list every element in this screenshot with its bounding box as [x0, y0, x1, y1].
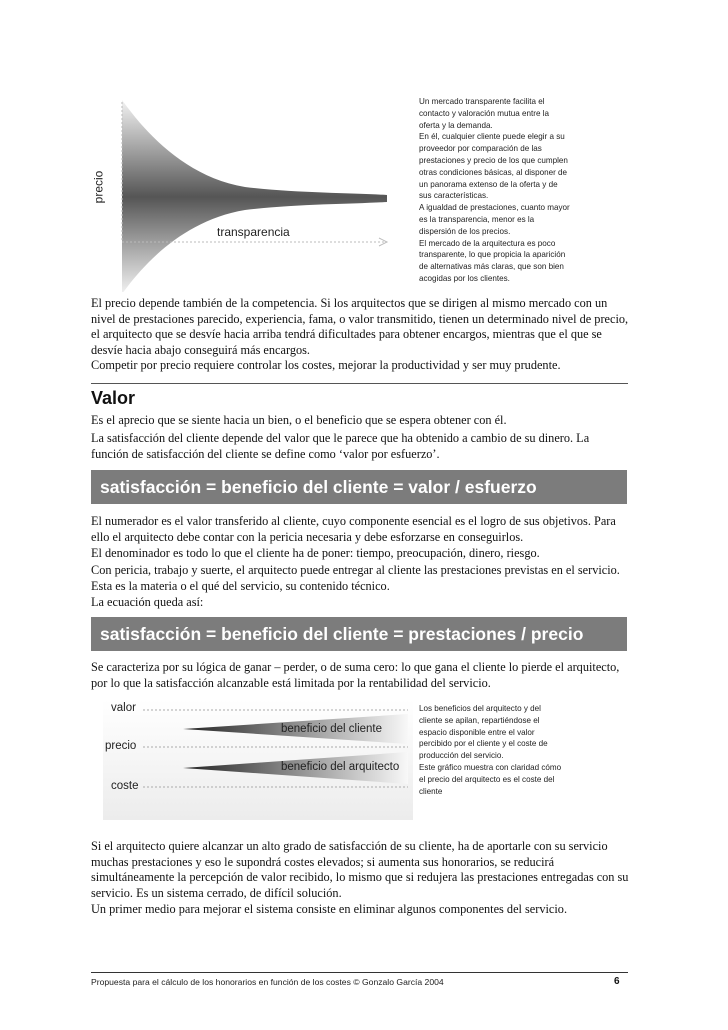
body-paragraph: La ecuación queda así: — [91, 595, 204, 609]
architect-benefit-label: beneficio del arquitecto — [281, 761, 400, 773]
equation-banner: satisfacción = beneficio del cliente = prestaciones / precio — [91, 617, 627, 651]
coste-label: coste — [111, 780, 139, 792]
body-paragraph: Es el aprecio que se siente hacia un bien, o el beneficio que se espera obtener con él. — [91, 413, 507, 427]
body-paragraph: El precio depende también de la competencia. Si los arquitectos que se dirigen al mismo mercado con un nivel de prestaciones parecido, experiencia, fama, o valor transmitido, tienen un determinado nivel de precio, el arquitecto que se desvíe hacia arriba tendrá dificultades para obtener encargos, mientras que el que se desvíe hacia abajo conseguirá más encargos. — [91, 296, 629, 357]
sidebar-paragraph: A igualdad de prestaciones, cuanto mayor es la transparencia, menor es la dispersión de los precios. — [419, 203, 570, 236]
funnel-chart — [95, 92, 410, 292]
sidebar-paragraph: Un mercado transparente facilita el contacto y valoración mutua entre la oferta y la demanda. — [419, 97, 550, 130]
client-benefit-label: beneficio del cliente — [281, 723, 383, 735]
benefit-chart — [103, 700, 413, 820]
footer-text: Propuesta para el cálculo de los honorarios en función de los costes © Gonzalo García 2004 — [91, 977, 444, 987]
body-paragraph: Competir por precio requiere controlar los costes, mejorar la productividad y ser muy prudente. — [91, 358, 561, 372]
body-paragraph: El denominador es todo lo que el cliente ha de poner: tiempo, preocupación, dinero, riesgo. — [91, 546, 540, 560]
transparency-figure — [91, 92, 410, 292]
section-rule — [91, 383, 628, 384]
sidebar-paragraph: Este gráfico muestra con claridad cómo el precio del arquitecto es el coste del cliente — [419, 762, 562, 796]
y-axis-label: precio — [91, 170, 106, 204]
body-paragraph: Se caracteriza por su lógica de ganar – perder, o de suma cero: lo que gana el cliente lo pierde el arquitecto, por lo que la satisfacción alcanzable está limitada por la rentabilidad del servicio. — [91, 660, 620, 690]
footer-rule — [91, 972, 628, 973]
sidebar-paragraph: En él, cualquier cliente puede elegir a su proveedor por comparación de las prestaciones y precio de los que cumplen otras condiciones básicas, al disponer de un panorama extenso de la oferta y de sus características. — [419, 132, 568, 201]
sidebar-paragraph: Los beneficios del arquitecto y del cliente se apilan, repartiéndose el espacio disponible entre el valor percibido por el cliente y el coste de producción del servicio. — [419, 704, 548, 761]
figure2-sidebar — [419, 703, 565, 797]
valor-label: valor — [111, 702, 136, 714]
body-paragraph: Si el arquitecto quiere alcanzar un alto grado de satisfacción de su cliente, ha de aportarle con su servicio muchas prestaciones y eso le supondrá costes elevados; si aumenta sus honorarios, se reducirá simultáneamente la percepción de valor recibido, lo mismo que si redujera las prestaciones entregadas con su servicio. Es un sistema cerrado, de difícil solución. — [91, 839, 629, 900]
body-paragraph: Con pericia, trabajo y suerte, el arquitecto puede entregar al cliente las prestaciones previstas en el servicio. Esta es la materia o el qué del servicio, su contenido técnico. — [91, 563, 620, 593]
x-axis-label: transparencia — [217, 225, 290, 239]
equation-banner: satisfacción = beneficio del cliente = valor / esfuerzo — [91, 470, 627, 504]
precio-label: precio — [105, 740, 137, 752]
body-paragraph: Un primer medio para mejorar el sistema consiste en eliminar algunos componentes del servicio. — [91, 902, 568, 916]
figure1-sidebar — [419, 96, 571, 285]
page-number: 6 — [614, 976, 620, 987]
body-paragraph: La satisfacción del cliente depende del valor que le parece que ha obtenido a cambio de su dinero. La función de satisfacción del cliente se define como ‘valor por esfuerzo’. — [91, 431, 590, 461]
funnel-shape — [122, 100, 387, 292]
body-paragraph: El numerador es el valor transferido al cliente, cuyo componente esencial es el logro de sus objetivos. Para ello el arquitecto debe contar con la pericia necesaria y debe esforzarse en conseguirlos. — [91, 514, 616, 544]
section-title: Valor — [91, 388, 136, 408]
sidebar-paragraph: El mercado de la arquitectura es poco transparente, lo que propicia la aparición de alternativas más claras, que son bien acogidas por los clientes. — [419, 238, 566, 283]
benefit-figure — [103, 700, 413, 820]
